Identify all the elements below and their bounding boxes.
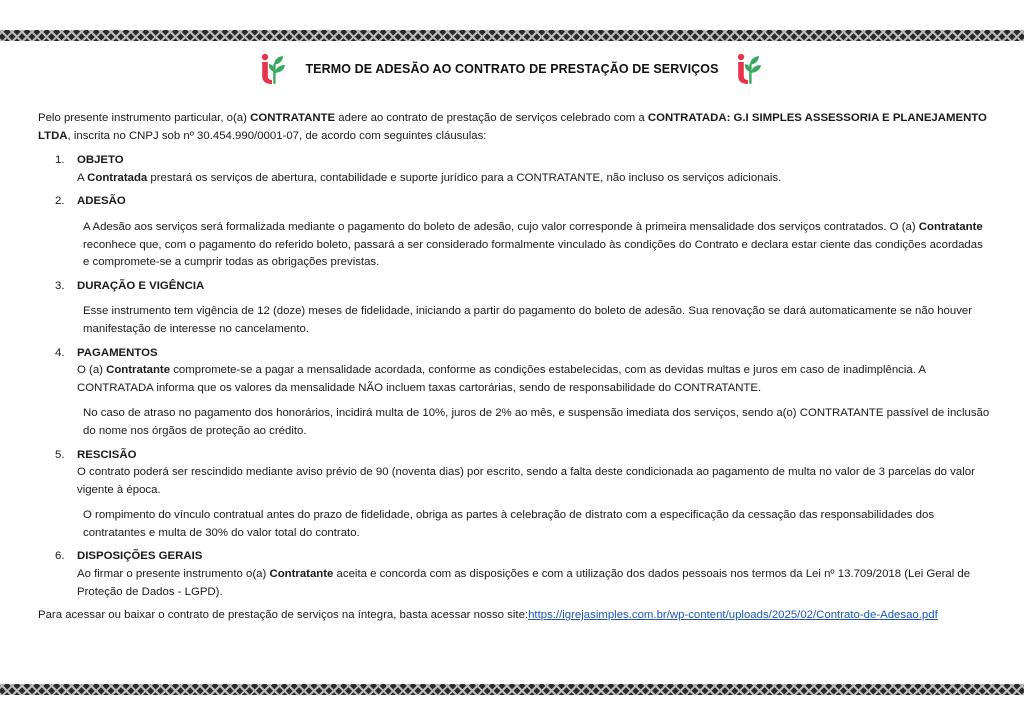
document-header	[0, 50, 1024, 88]
clause-pagamentos	[38, 345, 990, 441]
clause-number: 2.	[55, 195, 65, 208]
clause-number: 4.	[55, 346, 65, 359]
clause-text: O (a) Contratante compromete-se a pagar a mensalidade acordada, conforme as condições estabelecidas, com as devidas multas e juros em caso de inadimplência. A CONTRATADA informa que os valores da mensalidade NÃO incluem taxas cartorárias, sendo de responsabilidade do CONTRATANTE.	[77, 364, 926, 394]
clause-rescisao	[38, 447, 990, 543]
clause-text: No caso de atraso no pagamento dos honorários, incidirá multa de 10%, juros de 2% ao mês, e suspensão imediata dos serviços, sendo a(o) CONTRATANTE passível de inclusão do nome nos órgãos de proteção ao crédito.	[83, 407, 990, 437]
document-body	[38, 110, 990, 625]
document-title: TERMO DE ADESÃO AO CONTRATO DE PRESTAÇÃO DE SERVIÇOS	[305, 62, 719, 76]
clause-number: 5.	[55, 448, 65, 461]
clause-text: A Contratada prestará os serviços de abertura, contabilidade e suporte jurídico para a CONTRATANTE, não incluso os serviços adicionais.	[77, 171, 782, 184]
church-leaf-logo-icon	[259, 52, 289, 86]
clause-text: O rompimento do vínculo contratual antes do prazo de fidelidade, obriga as partes à celebração de distrato com a especificação da cessação das responsabilidades dos contratantes e multa de 30% do valor total do contrato.	[83, 509, 935, 539]
footer-paragraph: Para acessar ou baixar o contrato de prestação de serviços na íntegra, basta acessar nosso site:https://igrejasimples.com.br/wp-content/uploads/2025/02/Contrato-de-Adesao.pdf	[38, 609, 938, 622]
clause-adesao	[38, 193, 990, 271]
clause-disposicoes-gerais	[38, 548, 990, 601]
clause-text: Esse instrumento tem vigência de 12 (doze) meses de fidelidade, iniciando a partir do pagamento do boleto de adesão. Sua renovação se dará automaticamente se não houver manifestação de interesse no cancelamento.	[83, 305, 973, 335]
clause-title: OBJETO	[77, 154, 124, 167]
clause-number: 1.	[55, 154, 65, 167]
clause-text: Ao firmar o presente instrumento o(a) Contratante aceita e concorda com as disposições e com a utilização dos dados pessoais nos termos da Lei nº 13.709/2018 (Lei Geral de Proteção de Dados - LGPD).	[77, 568, 971, 598]
decorative-border-bottom	[0, 684, 1024, 695]
intro-paragraph: Pelo presente instrumento particular, o(a) CONTRATANTE adere ao contrato de prestação de serviços celebrado com a CONTRATADA: G.I SIMPLES ASSESSORIA E PLANEJAMENTO LTDA, inscrita no CNPJ sob nº 30.454.990/0001-07, de acordo com seguintes cláusulas:	[38, 112, 987, 142]
decorative-border-top	[0, 30, 1024, 41]
clause-title: ADESÃO	[77, 195, 126, 208]
clause-title: PAGAMENTOS	[77, 346, 158, 359]
clause-number: 6.	[55, 550, 65, 563]
contract-link[interactable]: https://igrejasimples.com.br/wp-content/uploads/2025/02/Contrato-de-Adesao.pdf	[528, 609, 938, 622]
clause-text: A Adesão aos serviços será formalizada mediante o pagamento do boleto de adesão, cujo valor corresponde à primeira mensalidade dos serviços contratados. O (a) Contratante reconhece que, com o pagamento do referido boleto, passará a ser considerado formalmente vinculado às condições do Contrato e declara estar ciente das condições acordadas e compromete-se a cumprir todas as obrigações previstas.	[83, 220, 983, 269]
clause-title: DURAÇÃO E VIGÊNCIA	[77, 279, 205, 292]
clause-objeto	[38, 152, 990, 187]
clause-title: RESCISÃO	[77, 448, 137, 461]
clause-duracao-vigencia	[38, 278, 990, 339]
church-leaf-logo-icon	[735, 52, 765, 86]
clause-number: 3.	[55, 279, 65, 292]
clause-text: O contrato poderá ser rescindido mediante aviso prévio de 90 (noventa dias) por escrito, sendo a falta deste condicionada ao pagamento de multa no valor de 3 parcelas do valor vigente à época.	[77, 466, 975, 496]
clause-title: DISPOSIÇÕES GERAIS	[77, 550, 203, 563]
